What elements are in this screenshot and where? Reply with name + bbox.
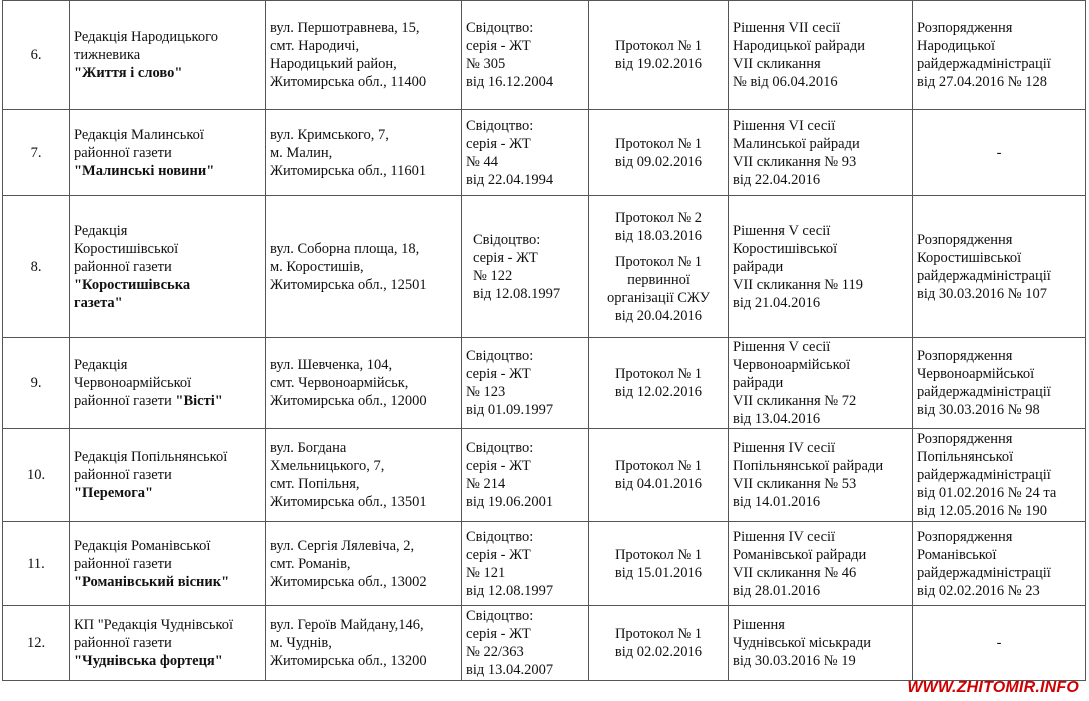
name-line: тижневика [74,47,141,63]
address [266,429,462,522]
address-line: Житомирська обл., 11601 [270,162,427,179]
cert-line: Свідоцтво: [466,348,534,364]
address-line: вул. Кримського, 7, [270,126,389,143]
cert-line: серія - ЖТ [466,38,531,54]
address-line: Житомирська обл., 13200 [270,653,427,669]
cert-line: серія - ЖТ [466,366,531,382]
editorial-name [70,110,266,196]
certificate [462,606,589,681]
decision-line: № від 06.04.2016 [733,74,838,90]
address-line: Народицький район, [270,56,397,72]
name_bold-line: "Коростишівська [74,276,191,293]
order-line: від 27.04.2016 № 128 [917,74,1047,90]
decision-line: Романівської райради [733,546,867,563]
row-number-text: 6. [30,47,42,63]
row-number [3,606,70,681]
address-line: Житомирська обл., 13002 [270,573,427,590]
name-line: районної газети [74,635,172,651]
cert-line: № 123 [466,384,506,400]
name-line: Редакція Малинської [74,126,204,143]
name-line: Редакція Попільнянської [74,449,228,465]
row-number-text: 11. [27,555,45,572]
order-line: - [996,635,1002,651]
protocol2-line: організації СЖУ [606,289,710,306]
address [266,110,462,196]
cert-line: Свідоцтво: [473,231,541,248]
order-line: Червоноармійської [917,366,1035,382]
order-line: Розпорядження [917,431,1013,447]
protocol-line: від 12.02.2016 [614,384,703,400]
order [913,429,1086,522]
row-number [3,429,70,522]
row-number [3,196,70,338]
name-plain-part: районної газети [74,393,176,409]
decision-line: Чуднівської міськради [733,635,872,651]
name_bold-line: "Романівський вісник" [74,573,230,590]
table-row [3,110,1086,196]
address-line: вул. Соборна площа, 18, [270,240,420,257]
cert-line: Свідоцтво: [466,440,534,456]
decision-line: VII скликання № 53 [733,476,857,492]
table-row [3,338,1086,429]
cert-line: від 16.12.2004 [466,74,554,90]
decision-line: Червоноармійської [733,357,851,373]
address-line: вул. Богдана [270,440,347,456]
row-number-text: 7. [30,144,42,161]
decision [729,110,913,196]
protocol-line: від 15.01.2016 [614,564,703,581]
cert-line: № 305 [466,56,506,72]
address-line: м. Чуднів, [270,635,332,651]
cert-line: Свідоцтво: [466,20,534,36]
decision-line: від 30.03.2016 № 19 [733,653,856,669]
certificate [462,196,589,338]
address-line: Житомирська обл., 12000 [270,393,427,409]
protocol2-line: Протокол № 1 [614,253,703,270]
decision [729,1,913,110]
address-line: вул. Героїв Майдану,146, [270,617,424,633]
cert-line: Свідоцтво: [466,608,534,624]
cert-line: від 19.06.2001 [466,494,554,510]
table-row [3,1,1086,110]
order [913,522,1086,606]
editorial-name [70,522,266,606]
protocol [589,338,729,429]
cert-line: № 214 [466,476,506,492]
certificate [462,338,589,429]
protocol-line: Протокол № 1 [614,38,703,54]
decision [729,522,913,606]
table-row [3,196,1086,338]
protocol-line: від 18.03.2016 [614,227,703,244]
cert-line: Свідоцтво: [466,117,534,134]
name_bold-line: "Малинські новини" [74,162,215,179]
order-line: райдержадміністрації [917,56,1051,72]
name_bold-line: "Життя і слово" [74,65,183,81]
decision-line: Попільнянської райради [733,458,884,474]
cert-line: серія - ЖТ [466,626,531,642]
protocol [589,110,729,196]
cert-line: від 12.08.1997 [473,285,561,302]
name-line: Редакція Романівської [74,537,211,554]
address-line: м. Малин, [270,144,333,161]
protocol [589,196,729,338]
order-line: Коростишівської [917,249,1022,266]
order-line: Романівської [917,546,997,563]
decision [729,606,913,681]
protocol-line: Протокол № 2 [614,209,703,226]
decision-line: від 22.04.2016 [733,171,821,188]
order-line: Народицької [917,38,996,54]
cert-line: серія - ЖТ [473,249,538,266]
decision-line: Рішення VII сесії [733,20,841,36]
protocol-line: від 19.02.2016 [614,56,703,72]
cert-line: № 122 [473,267,513,284]
certificate [462,1,589,110]
decision-line: Рішення [733,617,785,633]
decision-line: Рішення IV сесії [733,528,836,545]
row-number [3,1,70,110]
cert-line: серія - ЖТ [466,135,531,152]
row-number [3,522,70,606]
decision-line: Рішення IV сесії [733,440,836,456]
cert-line: Свідоцтво: [466,528,534,545]
decision-line: Рішення V сесії [733,222,831,239]
cert-line: від 13.04.2007 [466,662,554,678]
decision-line: Народицької райради [733,38,865,54]
decision-line: від 14.01.2016 [733,494,821,510]
order [913,606,1086,681]
address [266,606,462,681]
decision-line: Малинської райради [733,135,860,152]
order-line: Розпорядження [917,348,1013,364]
address [266,1,462,110]
address-line: вул. Першотравнева, 15, [270,20,420,36]
order-line: від 12.05.2016 № 190 [917,503,1047,519]
protocol-line: Протокол № 1 [614,546,703,563]
protocol-line: Протокол № 1 [614,366,703,382]
row-number-text: 12. [26,635,46,651]
name_bold-line: "Перемога" [74,485,154,501]
editorial-name [70,429,266,522]
order-line: від 02.02.2016 № 23 [917,582,1040,599]
address-line: смт. Попільня, [270,476,360,492]
table-body [3,1,1086,681]
cert-line: № 22/363 [466,644,524,660]
address [266,338,462,429]
cert-line: № 121 [466,564,506,581]
order-line: райдержадміністрації [917,384,1051,400]
order [913,1,1086,110]
protocol-line: Протокол № 1 [614,626,703,642]
decision-line: VII скликання № 119 [733,276,863,293]
decision [729,338,913,429]
protocol [589,522,729,606]
protocol-line: Протокол № 1 [614,135,703,152]
address-line: смт. Народичі, [270,38,360,54]
decision-line: райради [733,375,784,391]
decision-line: Рішення VI сесії [733,117,836,134]
address-line: м. Коростишів, [270,258,364,275]
row-number-text: 8. [30,258,42,275]
watermark: WWW.ZHITOMIR.INFO [907,679,1079,696]
certificate [462,522,589,606]
order-line: - [996,144,1002,161]
order-line: від 01.02.2016 № 24 та [917,485,1057,501]
certificate [462,110,589,196]
name_bold-line: газета" [74,294,123,311]
row-number [3,338,70,429]
decision-line: VII скликання № 93 [733,153,857,170]
name_bold-line: "Чуднівська фортеця" [74,653,223,669]
name-line: районної газети [74,258,172,275]
order-line: райдержадміністрації [917,564,1051,581]
address-line: Житомирська обл., 11400 [270,74,427,90]
table-row [3,522,1086,606]
address [266,522,462,606]
decision-line: VII скликання [733,56,821,72]
decision [729,429,913,522]
table-row [3,606,1086,681]
order-line: райдержадміністрації [917,467,1051,483]
address-line: вул. Шевченка, 104, [270,357,393,373]
decision-line: Коростишівської [733,240,838,257]
order-line: райдержадміністрації [917,267,1051,284]
protocol-line: Протокол № 1 [614,458,703,474]
name-line: Редакція [74,357,128,373]
protocol2-line: від 20.04.2016 [614,307,703,324]
address-line: смт. Червоноармійськ, [270,375,409,391]
protocol [589,1,729,110]
cert-line: від 01.09.1997 [466,402,554,418]
order-line: Розпорядження [917,528,1013,545]
address [266,196,462,338]
protocol2-line: первинної [627,271,690,288]
protocol-line: від 02.02.2016 [614,644,703,660]
name-line: Редакція [74,222,128,239]
decision-line: райради [733,258,784,275]
name-line: Червоноармійської [74,375,192,391]
table-row [3,429,1086,522]
editorial-name [70,196,266,338]
protocol [589,606,729,681]
decision-line: VII скликання № 46 [733,564,857,581]
editorial-name [70,1,266,110]
name-line: районної газети [74,555,172,572]
decision-line: Рішення V сесії [733,339,831,355]
name-line: Редакція Народицького [74,29,218,45]
name-mixed-line [74,392,261,410]
decision [729,196,913,338]
decision-line: від 21.04.2016 [733,294,821,311]
order [913,196,1086,338]
name-line: Коростишівської [74,240,179,257]
newspaper-title: "Вісті" [175,393,223,409]
spacer [591,245,726,253]
order [913,338,1086,429]
row-number-text: 10. [26,467,46,483]
newspaper-registry-table [2,0,1086,681]
name-line: КП "Редакція Чуднівської [74,617,234,633]
order-line: Розпорядження [917,231,1013,248]
order-line: Попільнянської [917,449,1014,465]
cert-line: серія - ЖТ [466,546,531,563]
decision-line: від 28.01.2016 [733,582,821,599]
name-line: районної газети [74,144,172,161]
editorial-name [70,606,266,681]
cert-line: від 22.04.1994 [466,171,554,188]
cert-line: від 12.08.1997 [466,582,554,599]
cert-line: серія - ЖТ [466,458,531,474]
name-line: районної газети [74,467,172,483]
decision-line: VII скликання № 72 [733,393,857,409]
address-line: вул. Сергія Лялевіча, 2, [270,537,415,554]
protocol-line: від 04.01.2016 [614,476,703,492]
decision-line: від 13.04.2016 [733,411,821,427]
editorial-name [70,338,266,429]
order-line: від 30.03.2016 № 98 [917,402,1040,418]
row-number-text: 9. [30,375,42,391]
order-line: Розпорядження [917,20,1013,36]
address-line: Житомирська обл., 13501 [270,494,427,510]
cert-line: № 44 [466,153,498,170]
address-line: Житомирська обл., 12501 [270,276,427,293]
address-line: Хмельницького, 7, [270,458,385,474]
protocol [589,429,729,522]
order [913,110,1086,196]
certificate [462,429,589,522]
row-number [3,110,70,196]
protocol-line: від 09.02.2016 [614,153,703,170]
order-line: від 30.03.2016 № 107 [917,285,1047,302]
address-line: смт. Романів, [270,555,351,572]
